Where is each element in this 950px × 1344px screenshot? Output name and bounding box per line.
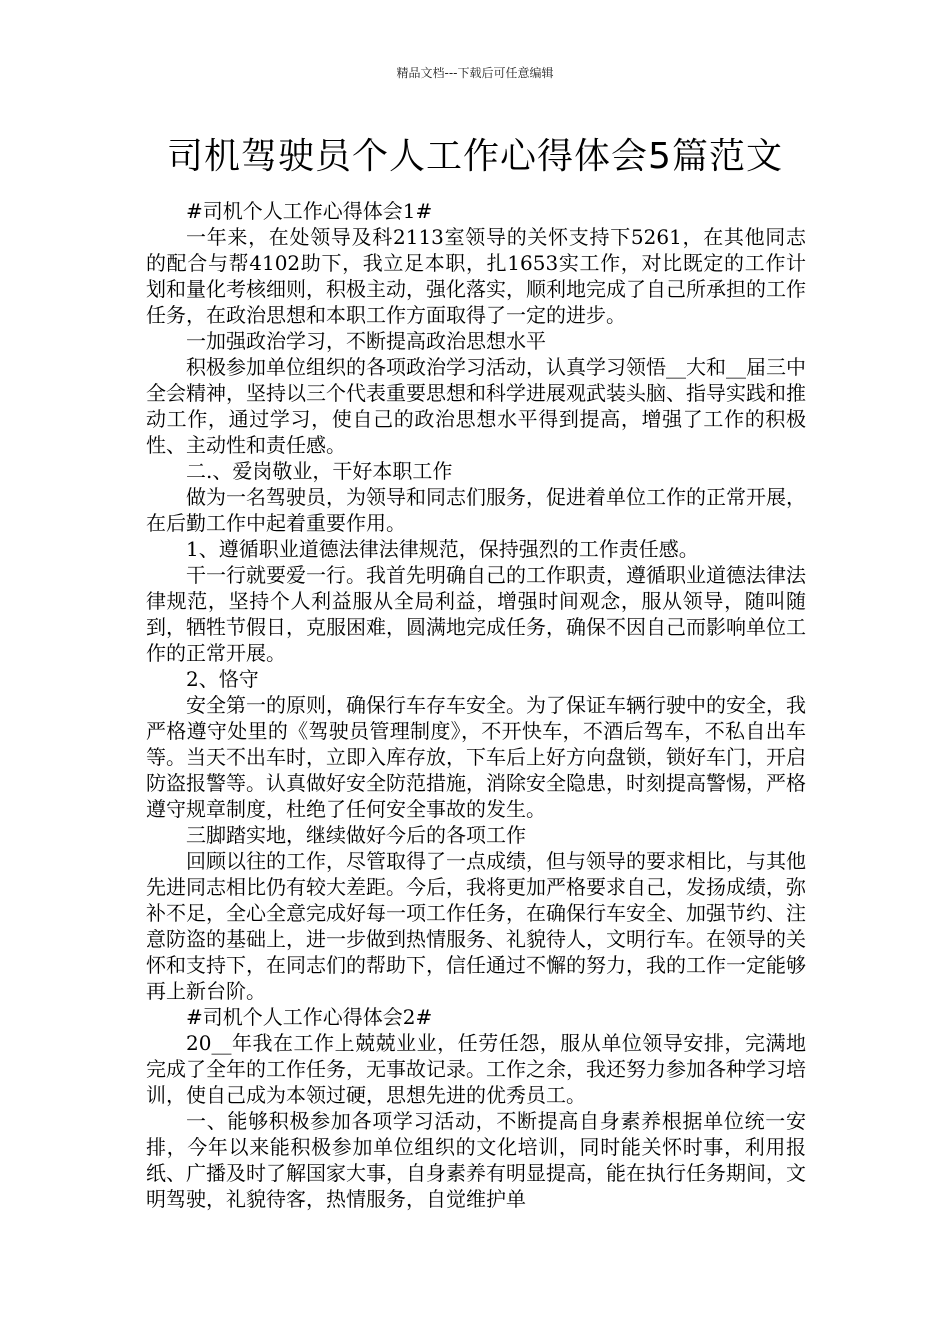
paragraph: 2、恪守: [186, 667, 259, 691]
paragraph: 回顾以往的工作，尽管取得了一点成绩，但与领导的要求相比，与其他先进同志相比仍有较大差距。今后，我将更加严格要求自己，发扬成绩，弥补不足，全心全意完成好每一项工作任务，在确保行车安全、加强节约、注意防盗的基础上，进一步做到热情服务、礼貌待人，文明行车。在领导的关怀和支持下，在同志们的帮助下，信任通过不懈的努力，我的工作一定能够再上新台阶。: [146, 849, 806, 1003]
paragraph: #司机个人工作心得体会2#: [186, 1005, 433, 1029]
paragraph: 一年来，在处领导及科2113室领导的关怀支持下5261，在其他同志的配合与帮4102助下，我立足本职，扎1653实工作，对比既定的工作计划和量化考核细则，积极主动，强化落实，顺利地完成了自己所承担的工作任务，在政治思想和本职工作方面取得了一定的进步。: [146, 225, 806, 327]
paragraph: 干一行就要爱一行。我首先明确自己的工作职责，遵循职业道德法律法律规范，坚持个人利益服从全局利益，增强时间观念，服从领导，随叫随到，牺牲节假日，克服困难，圆满地完成任务，确保不因自己而影响单位工作的正常开展。: [146, 563, 806, 665]
paragraph: 三脚踏实地，继续做好今后的各项工作: [186, 823, 526, 847]
paragraph: 二.、爱岗敬业，干好本职工作: [186, 459, 453, 483]
paragraph: 一、能够积极参加各项学习活动，不断提高自身素养根据单位统一安排，今年以来能积极参加单位组织的文化培训，同时能关怀时事，利用报纸、广播及时了解国家大事，自身素养有明显提高，能在执行任务期间，文明驾驶，礼貌待客，热情服务，自觉维护单: [146, 1109, 806, 1211]
paragraph: 一加强政治学习，不断提高政治思想水平: [186, 329, 546, 353]
document-title: 司机驾驶员个人工作心得体会5篇范文: [167, 136, 783, 177]
paragraph: 20__年我在工作上兢兢业业，任劳任怨，服从单位领导安排，完满地完成了全年的工作任务，无事故记录。工作之余，我还努力参加各种学习培训，使自己成为本领过硬，思想先进的优秀员工。: [146, 1031, 806, 1107]
page-header: 精品文档---下载后可任意编辑: [396, 66, 554, 80]
paragraph: 安全第一的原则，确保行车存车安全。为了保证车辆行驶中的安全，我严格遵守处里的《驾驶员管理制度》，不开快车，不酒后驾车，不私自出车等。当天不出车时，立即入库存放，下车后上好方向盘锁，锁好车门，开启防盗报警等。认真做好安全防范措施，消除安全隐患，时刻提高警惕，严格遵守规章制度，杜绝了任何安全事故的发生。: [146, 693, 806, 821]
paragraph: 1、遵循职业道德法律法律规范，保持强烈的工作责任感。: [186, 537, 699, 561]
document-body: [146, 198, 806, 1212]
paragraph: #司机个人工作心得体会1#: [186, 199, 433, 223]
paragraph: 积极参加单位组织的各项政治学习活动，认真学习领悟__大和__届三中全会精神，坚持以三个代表重要思想和科学进展观武装头脑、指导实践和推动工作，通过学习，使自己的政治思想水平得到提高，增强了工作的积极性、主动性和责任感。: [146, 355, 806, 457]
paragraph: 做为一名驾驶员，为领导和同志们服务，促进着单位工作的正常开展，在后勤工作中起着重要作用。: [146, 485, 806, 535]
